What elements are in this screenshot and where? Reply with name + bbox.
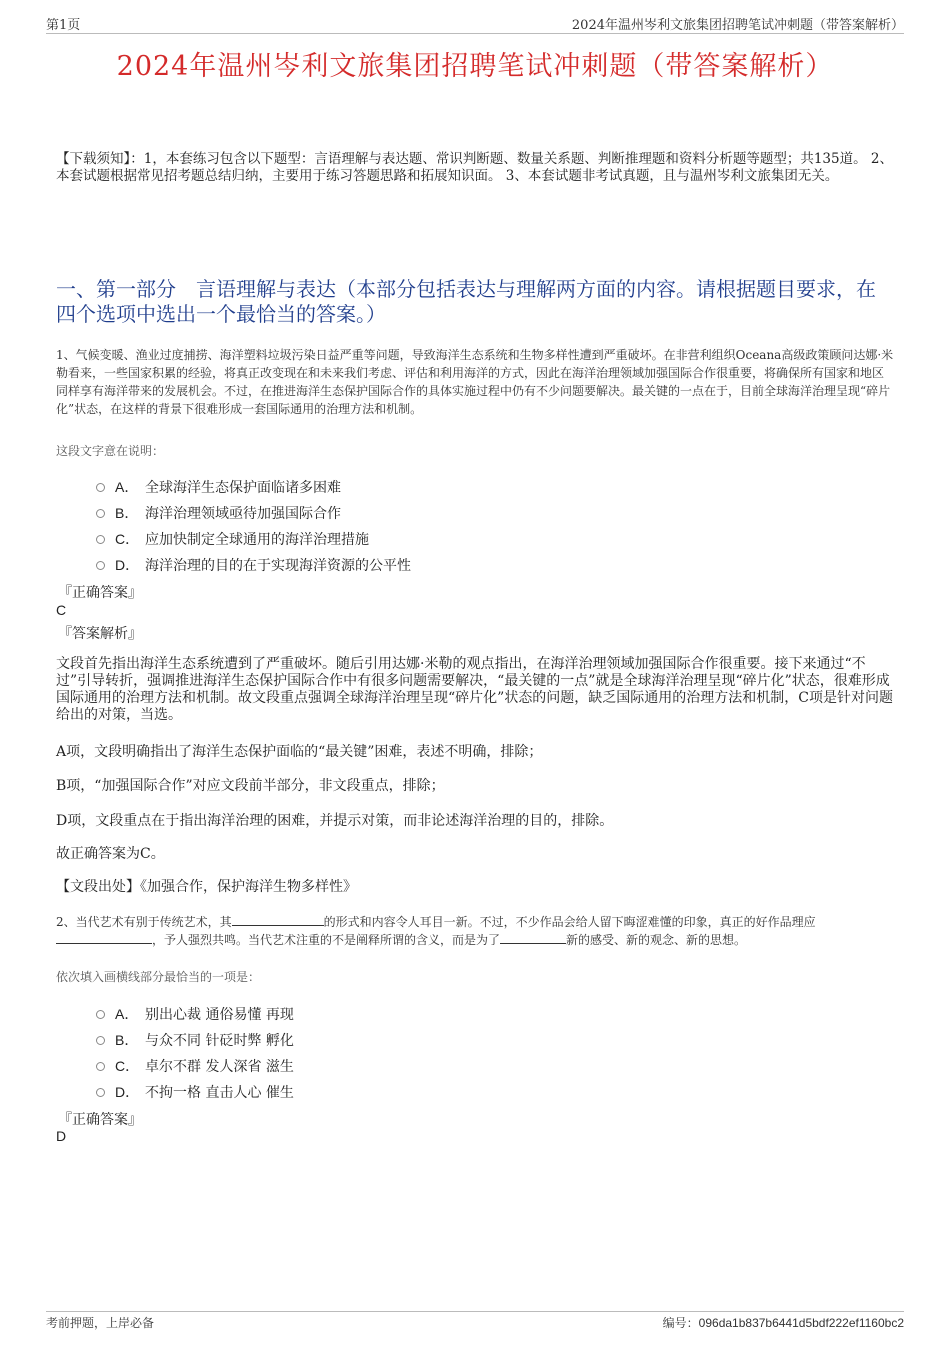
serial-label: 编号： [662, 1316, 699, 1330]
question-1-option-a[interactable] [96, 477, 341, 497]
option-text: 全球海洋生态保护面临诸多困难 [145, 480, 341, 496]
question-2-option-a[interactable] [96, 1004, 294, 1024]
answer-label: 『正确答案』 [58, 585, 142, 601]
analysis-option-a: A项，文段明确指出了海洋生态保护面临的“最关键”困难，表述不明确，排除； [56, 744, 543, 760]
radio-icon[interactable] [96, 535, 105, 544]
question-2-text-part: 的形式和内容令人耳目一新。不过，不少作品会给人留下晦涩难懂的印象，真正的好作品理应 [323, 915, 816, 929]
answer-value: C [56, 602, 67, 618]
radio-icon[interactable] [96, 1088, 105, 1097]
question-2-text-part: 新的感受、新的观念、新的思想。 [566, 933, 747, 947]
analysis-label: 『答案解析』 [58, 626, 142, 642]
question-1-text: 1、气候变暖、渔业过度捕捞、海洋塑料垃圾污染日益严重等问题，导致海洋生态系统和生物多样性遭到严重破坏。在非营利组织Oceana高级政策顾问达娜·米勒看来，一些国家积累的经验，将真正改变现在和未来我们考虑、评估和利用海洋的方式，因此在海洋治理领域加强国际合作很重要，将确保所有国家和地区同样享有海洋带来的发展机会。不过，在推进海洋生态保护国际合作的具体实施过程中仍有不少问题要解决。最关键的一点在于，目前全球海洋治理呈现“碎片化”状态，在这样的背景下很难形成一套国际通用的治理方法和机制。 [56, 348, 894, 416]
fill-blank-2 [56, 931, 152, 944]
option-letter: A． [115, 1006, 139, 1022]
running-title: 2024年温州岑利文旅集团招聘笔试冲刺题（带答案解析） [571, 18, 904, 33]
question-2-text-part: ，予人强烈共鸣。当代艺术注重的不是阐释所谓的含义，而是为了 [152, 933, 501, 947]
question-2-text-part: 2、当代艺术有别于传统艺术，其 [56, 915, 232, 929]
header-divider [46, 33, 904, 34]
radio-icon[interactable] [96, 561, 105, 570]
question-2-option-d[interactable] [96, 1082, 294, 1102]
option-text: 卓尔不群 发人深省 滋生 [145, 1059, 294, 1075]
question-2-option-c[interactable] [96, 1056, 294, 1076]
footer-divider [46, 1311, 904, 1312]
option-letter: D． [115, 1084, 140, 1100]
option-text: 应加快制定全球通用的海洋治理措施 [145, 532, 369, 548]
document-serial [663, 1314, 904, 1331]
option-letter: C． [115, 1058, 140, 1074]
section-heading: 一、第一部分 言语理解与表达（本部分包括表达与理解两方面的内容。请根据题目要求，在四个选项中选出一个最恰当的答案。） [56, 277, 876, 326]
option-letter: D． [115, 557, 140, 573]
option-text: 别出心裁 通俗易懂 再现 [145, 1007, 294, 1023]
analysis-option-b: B项，“加强国际合作”对应文段前半部分，非文段重点，排除； [56, 778, 445, 794]
question-2-option-b[interactable] [96, 1030, 294, 1050]
question-1-option-d[interactable] [96, 555, 411, 575]
radio-icon[interactable] [96, 1036, 105, 1045]
option-letter: C． [115, 531, 140, 547]
option-letter: A． [115, 479, 139, 495]
option-text: 不拘一格 直击人心 催生 [145, 1085, 294, 1101]
answer-value: D [56, 1128, 67, 1144]
analysis-conclusion: 故正确答案为C。 [56, 846, 165, 862]
analysis-paragraph: 文段首先指出海洋生态系统遭到了严重破坏。随后引用达娜·米勒的观点指出，在海洋治理领域加强国际合作很重要。接下来通过“不过”引导转折，强调推进海洋生态保护国际合作中有很多问题需要解决，“最关键的一点”就是全球海洋治理呈现“碎片化”状态，很难形成国际通用的治理方法和机制。故文段重点强调全球海洋治理呈现“碎片化”状态的问题，缺乏国际通用的治理方法和机制，C项是针对问题给出的对策，当选。 [56, 656, 894, 723]
question-1-option-c[interactable] [96, 529, 369, 549]
radio-icon[interactable] [96, 483, 105, 492]
page-title: 2024年温州岑利文旅集团招聘笔试冲刺题（带答案解析） [116, 51, 834, 82]
option-text: 海洋治理领域亟待加强国际合作 [145, 506, 341, 522]
fill-blank-3 [500, 931, 566, 944]
question-2-text [56, 913, 894, 949]
option-letter: B． [115, 505, 139, 521]
page-number: 第1页 [46, 18, 81, 33]
analysis-option-d: D项，文段重点在于指出海洋治理的困难，并提示对策，而非论述海洋治理的目的，排除。 [56, 813, 614, 829]
download-notice: 【下载须知】：1，本套练习包含以下题型：言语理解与表达题、常识判断题、数量关系题、判断推理题和资料分析题等题型；共135道。 2、本套试题根据常见招考题总结归纳，主要用于练习答题思路和拓展知识面。 3、本套试题非考试真题，且与温州岑利文旅集团无关。 [56, 151, 893, 184]
question-1-option-b[interactable] [96, 503, 341, 523]
radio-icon[interactable] [96, 509, 105, 518]
footer-slogan: 考前押题，上岸必备 [46, 1316, 155, 1330]
answer-label: 『正确答案』 [58, 1112, 142, 1128]
question-1-prompt: 这段文字意在说明： [56, 444, 165, 458]
option-text: 与众不同 针砭时弊 孵化 [145, 1033, 294, 1049]
radio-icon[interactable] [96, 1010, 105, 1019]
radio-icon[interactable] [96, 1062, 105, 1071]
option-letter: B． [115, 1032, 139, 1048]
option-text: 海洋治理的目的在于实现海洋资源的公平性 [145, 558, 411, 574]
fill-blank-1 [232, 913, 324, 926]
source-citation: 【文段出处】《加强合作，保护海洋生物多样性》 [56, 879, 357, 895]
serial-value: 096da1b837b6441d5bdf222ef1160bc2 [698, 1316, 904, 1330]
question-2-prompt: 依次填入画横线部分最恰当的一项是： [56, 970, 261, 984]
